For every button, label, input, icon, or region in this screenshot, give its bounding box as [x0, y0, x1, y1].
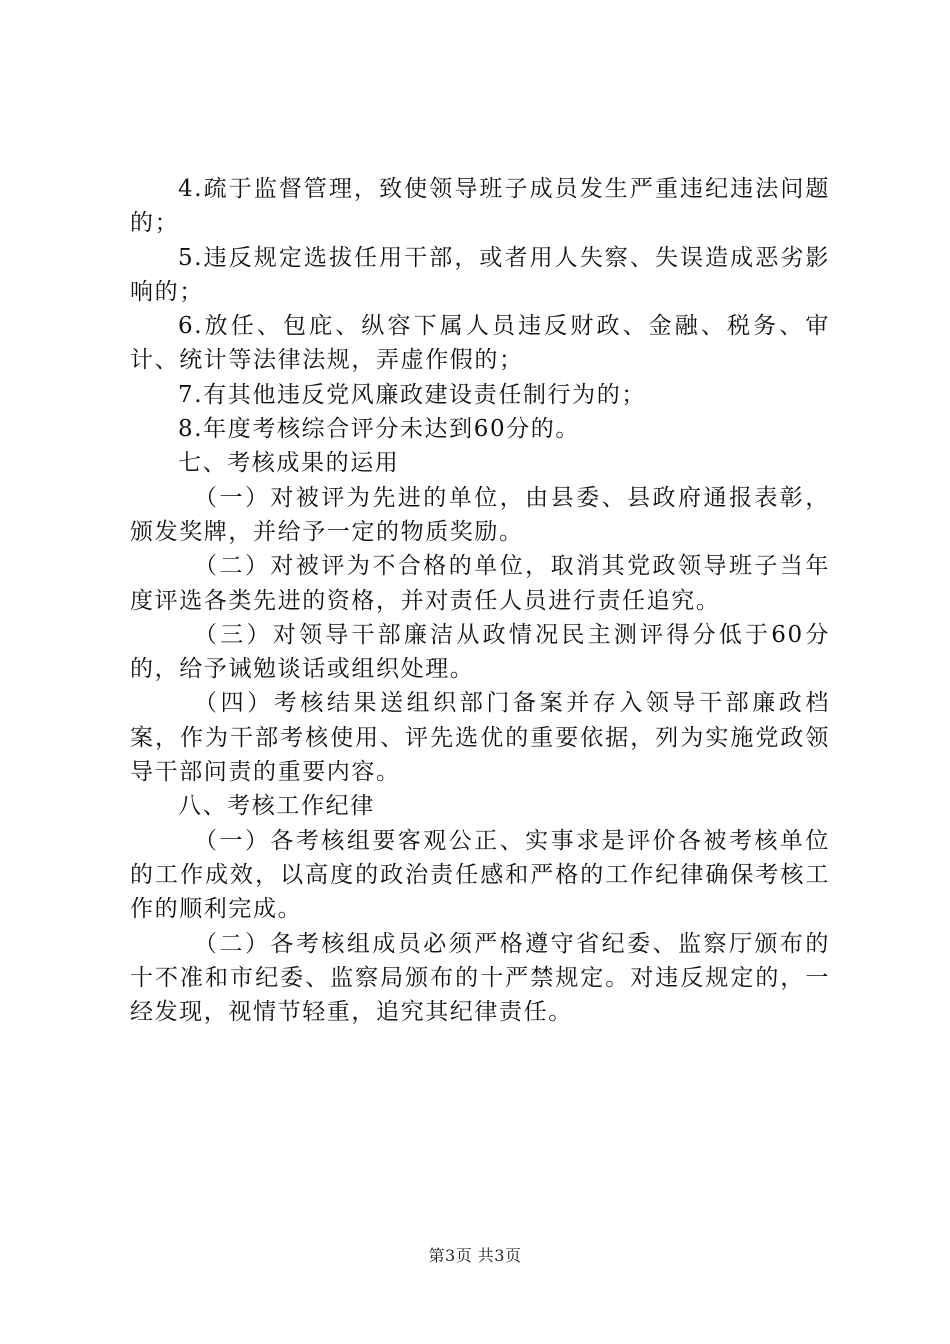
paragraph-item-7: 7.有其他违反党风廉政建设责任制行为的； — [178, 381, 646, 408]
document-body — [130, 172, 830, 1029]
paragraph-7-4: （四）考核结果送组织部门备案并存入领导干部廉政档案，作为干部考核使用、评先选优的重要依据，列为实施党政领导干部问责的重要内容。 — [130, 690, 830, 786]
paragraph-7-3: （三）对领导干部廉洁从政情况民主测评得分低于60分的，给予诫勉谈话或组织处理。 — [130, 621, 830, 683]
paragraph-item-5: 5.违反规定选拔任用干部，或者用人失察、失误造成恶劣影响的； — [130, 244, 830, 305]
paragraph-item-6: 6.放任、包庇、纵容下属人员违反财政、金融、税务、审计、统计等法律法规，弄虚作假的； — [130, 313, 830, 374]
paragraph-7-1: （一）对被评为先进的单位，由县委、县政府通报表彰，颁发奖牌，并给予一定的物质奖励。 — [130, 484, 830, 545]
paragraph-8-1: （一）各考核组要客观公正、实事求是评价各被考核单位的工作成效，以高度的政治责任感和严格的工作纪律确保考核工作的顺利完成。 — [130, 827, 830, 923]
section-heading-7: 七、考核成果的运用 — [178, 450, 400, 477]
paragraph-item-8: 8.年度考核综合评分未达到60分的。 — [178, 416, 581, 443]
paragraph-8-2: （二）各考核组成员必须严格遵守省纪委、监察厅颁布的十不准和市纪委、监察局颁布的十严禁规定。对违反规定的，一经发现，视情节轻重，追究其纪律责任。 — [130, 930, 830, 1026]
paragraph-item-4: 4.疏于监督管理，致使领导班子成员发生严重违纪违法问题的； — [130, 176, 830, 237]
page-number-footer: 第3页 共3页 — [428, 1246, 522, 1265]
section-heading-8: 八、考核工作纪律 — [178, 793, 375, 820]
paragraph-7-2: （二）对被评为不合格的单位，取消其党政领导班子当年度评选各类先进的资格，并对责任人员进行责任追究。 — [130, 553, 830, 614]
